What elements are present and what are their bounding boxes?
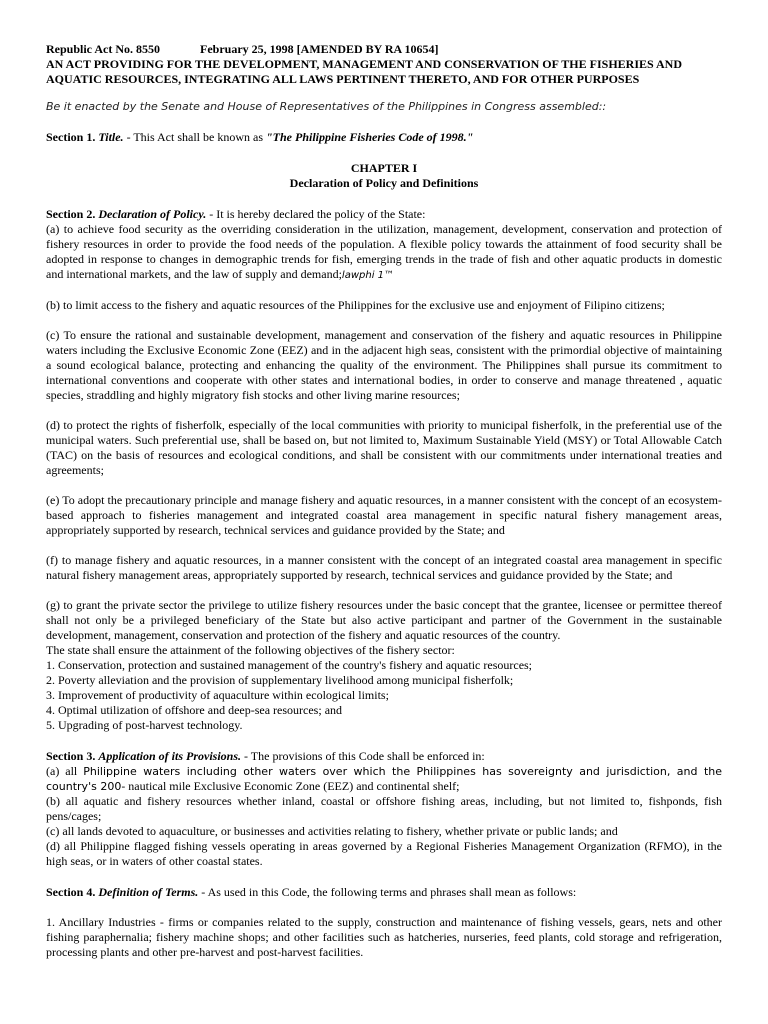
enacting-clause: Be it enacted by the Senate and House of Representatives of the Philippines in Congress assembled:: [46, 100, 607, 113]
section-1-label: Section 1. [46, 130, 96, 144]
list-item: 3. Improvement of productivity of aquaculture within ecological limits; [46, 688, 389, 702]
section-3-d: (d) all Philippine flagged fishing vessels operating in areas governed by a Regional Fisheries Management Organization (RFMO), in the high seas, or in waters of other coastal states. [46, 839, 722, 868]
section-3-intro: - The provisions of this Code shall be enforced in: [241, 749, 485, 763]
section-2-c: (c) To ensure the rational and sustainable development, management and conservation of the fishery and aquatic resources in Philippine waters including the Exclusive Economic Zone (EEZ) and in the adjacent high seas, consistent with the primordial objective of maintaining a sound ecological balance, protecting and enhancing the quality of the environment. The Philippines shall pursue its commitment to international conventions and cooperate with other states and international bodies, in order to conserve and manage threatened , aquatic species, straddling and highly migratory fish stocks and other living marine resources; [46, 328, 722, 402]
list-item: 4. Optimal utilization of offshore and deep-sea resources; and [46, 703, 343, 717]
section-2-a [46, 222, 722, 283]
section-1-title: Title. [98, 130, 124, 144]
section-3-a-sans: Philippine waters including other waters over which the Philippines has sovereignty and jurisdiction, and the country's 200- [46, 765, 723, 793]
objectives-list [46, 658, 722, 733]
section-2-intro: - It is hereby declared the policy of the State: [206, 207, 426, 221]
section-2-a-text: (a) to achieve food security as the overriding consideration in the utilization, management, development, conservation and protection of fishery resources in order to provide the food needs of the population. A flexible policy towards the attainment of food security shall be adopted in response to changes in demographic trends for fish, emerging trends in the trade of fish and other aquatic products in domestic and international markets, and the law of supply and demand; [46, 222, 722, 281]
section-3-title: Application of its Provisions. [98, 749, 242, 763]
section-4-title: Definition of Terms. [98, 885, 199, 899]
section-2-g: (g) to grant the private sector the privilege to utilize fishery resources under the basic concept that the grantee, licensee or permittee thereof shall not only be a privileged beneficiary of the State but also active participant and partner of the Government in the sustainable development, management, conservation and protection of the fishery and aquatic resources of the country. [46, 598, 722, 642]
section-1-text: - This Act shall be known as [123, 130, 266, 144]
section-4-def-1: 1. Ancillary Industries - firms or companies related to the supply, construction and maintenance of fishing vessels, gears, nets and other fishing paraphernalia; fishery machine shops; and other facilities such as hatcheries, nurseries, feed plants, cold storage and refrigeration, processing plants and other pre-harvest and post-harvest facilities. [46, 915, 722, 959]
list-item: 5. Upgrading of post-harvest technology. [46, 718, 243, 732]
list-item: 1. Conservation, protection and sustained management of the country's fishery and aquatic resources; [46, 658, 533, 672]
section-3-b: (b) all aquatic and fishery resources whether inland, coastal or offshore fishing areas, including, but not limited to, fishponds, fish pens/cages; [46, 794, 722, 823]
section-4-heading [46, 885, 722, 900]
section-2-heading [46, 207, 722, 222]
section-3-a-rest: nautical mile Exclusive Economic Zone (EEZ) and continental shelf; [128, 779, 460, 793]
section-4-label: Section 4. [46, 885, 96, 899]
section-2-title: Declaration of Policy. [98, 207, 207, 221]
chapter-number: CHAPTER I [350, 161, 418, 175]
section-3-a-prefix: (a) all [46, 764, 84, 778]
chapter-name: Declaration of Policy and Definitions [289, 176, 479, 190]
section-3-a [46, 764, 722, 794]
section-2-b: (b) to limit access to the fishery and aquatic resources of the Philippines for the exclusive use and enjoyment of Filipino citizens; [46, 298, 665, 312]
act-date: February 25, 1998 [AMENDED BY RA 10654] [200, 42, 439, 56]
section-1 [46, 130, 722, 145]
watermark-mark: lawphi 1™ [341, 270, 395, 281]
section-1-quote: "The Philippine Fisheries Code of 1998." [266, 130, 474, 144]
section-2-f: (f) to manage fishery and aquatic resources, in a manner consistent with the concept of an integrated coastal area management in specific natural fishery management areas, appropriately supported by research, technical services and guidance provided by the State; and [46, 553, 722, 582]
section-3-c: (c) all lands devoted to aquaculture, or businesses and activities relating to fishery, whether private or public lands; and [46, 824, 618, 838]
section-3-heading [46, 749, 722, 764]
section-2-d: (d) to protect the rights of fisherfolk, especially of the local communities with priority to municipal fisherfolk, in the preferential use of the municipal waters. Such preferential use, shall be based on, but not limited to, Maximum Sustainable Yield (MSY) or Total Allowable Catch (TAC) on the basis of resources and ecological conditions, and shall be consistent with our commitments under international treaties and agreements; [46, 418, 722, 477]
act-title: AN ACT PROVIDING FOR THE DEVELOPMENT, MANAGEMENT AND CONSERVATION OF THE FISHERIES AND AQUATIC RESOURCES, INTEGRATING ALL LAWS PERTINENT THERETO, AND FOR OTHER PURPOSES [46, 57, 683, 86]
section-2-label: Section 2. [46, 207, 96, 221]
act-header [46, 42, 722, 57]
act-number: Republic Act No. 8550 [46, 42, 160, 56]
section-2-e: (e) To adopt the precautionary principle and manage fishery and aquatic resources, in a manner consistent with the concept of an ecosystem-based approach to fisheries management and integrated coastal area management in specific natural fishery management areas, appropriately supported by research, technical services and guidance provided by the State; and [46, 493, 722, 537]
section-4-intro: - As used in this Code, the following terms and phrases shall mean as follows: [198, 885, 577, 899]
list-item: 2. Poverty alleviation and the provision of supplementary livelihood among municipal fisherfolk; [46, 673, 514, 687]
objectives-intro: The state shall ensure the attainment of the following objectives of the fishery sector: [46, 643, 455, 657]
section-3-label: Section 3. [46, 749, 96, 763]
